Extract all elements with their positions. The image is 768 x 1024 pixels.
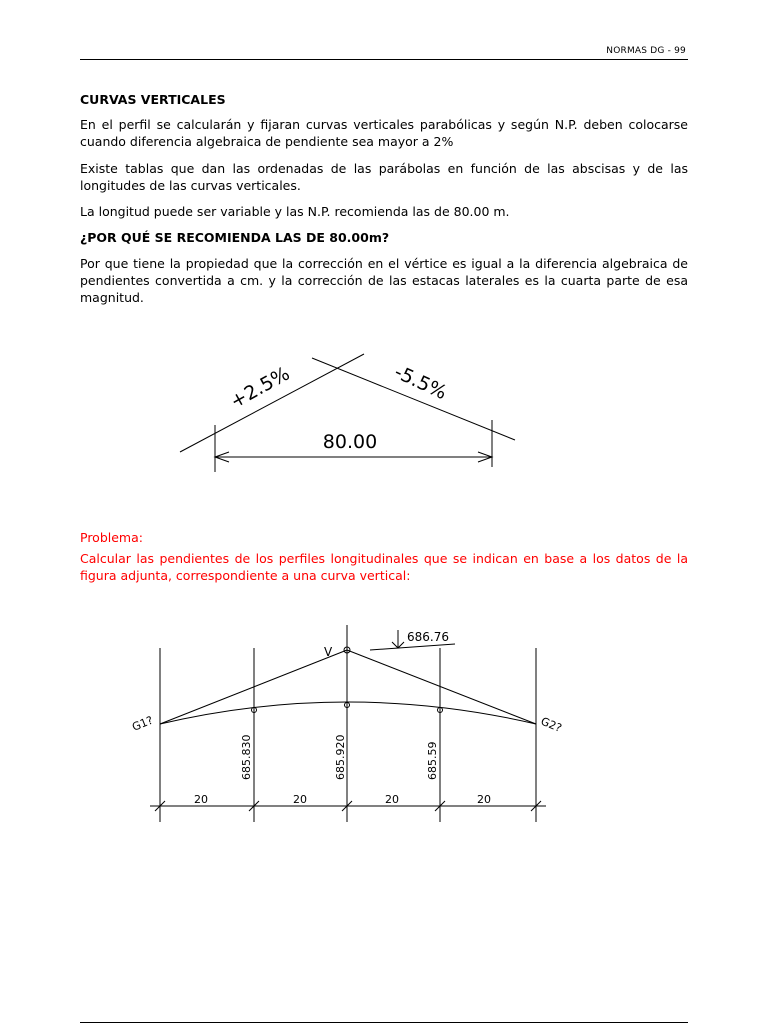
slope-left-label: +2.5% [226,362,294,413]
vertex-label: V [324,645,333,659]
paragraph-2: Existe tablas que dan las ordenadas de las parábolas en función de las abscisas y de las longitudes de las curvas verticales. [80,161,688,193]
footer-rule [80,1022,688,1023]
spacing-label-2: 20 [293,793,307,806]
slope-right-label: -5.5% [390,360,451,405]
header-label: NORMAS DG - 99 [606,46,686,56]
problem-text: Calcular las pendientes de los perfiles longitudinales que se indican en base a los datos de la figura adjunta, correspondiente a una curva vertical: [80,551,688,583]
section-title: CURVAS VERTICALES [80,92,226,107]
paragraph-4: Por que tiene la propiedad que la corrección en el vértice es igual a la diferencia algebraica de pendientes convertida a cm. y la corrección de las estacas laterales es la cuarta parte de esa magnitud. [80,256,688,305]
elevation-label-1: 685.830 [240,734,253,780]
spacing-label-1: 20 [194,793,208,806]
spacing-label-4: 20 [477,793,491,806]
left-grade-label: G1? [130,713,155,734]
paragraph-1: En el perfil se calcularán y fijaran curvas verticales parabólicas y según N.P. deben colocarse cuando diferencia algebraica de pendiente sea mayor a 2% [80,117,688,149]
paragraph-3: La longitud puede ser variable y las N.P. recomienda las de 80.00 m. [80,204,510,219]
elevation-leader [370,644,455,650]
elevation-label-2: 685.920 [334,734,347,780]
vertex-elevation-label: 686.76 [407,630,449,644]
question-heading: ¿POR QUÉ SE RECOMIENDA LAS DE 80.00m? [80,230,390,245]
spacing-label-3: 20 [385,793,399,806]
elevation-label-3: 685.59 [426,741,439,780]
parabolic-curve [160,702,536,724]
length-label: 80.00 [322,431,378,453]
tangent-right [347,650,536,724]
problem-title: Problema: [80,530,143,545]
right-grade-label: G2? [538,714,564,735]
